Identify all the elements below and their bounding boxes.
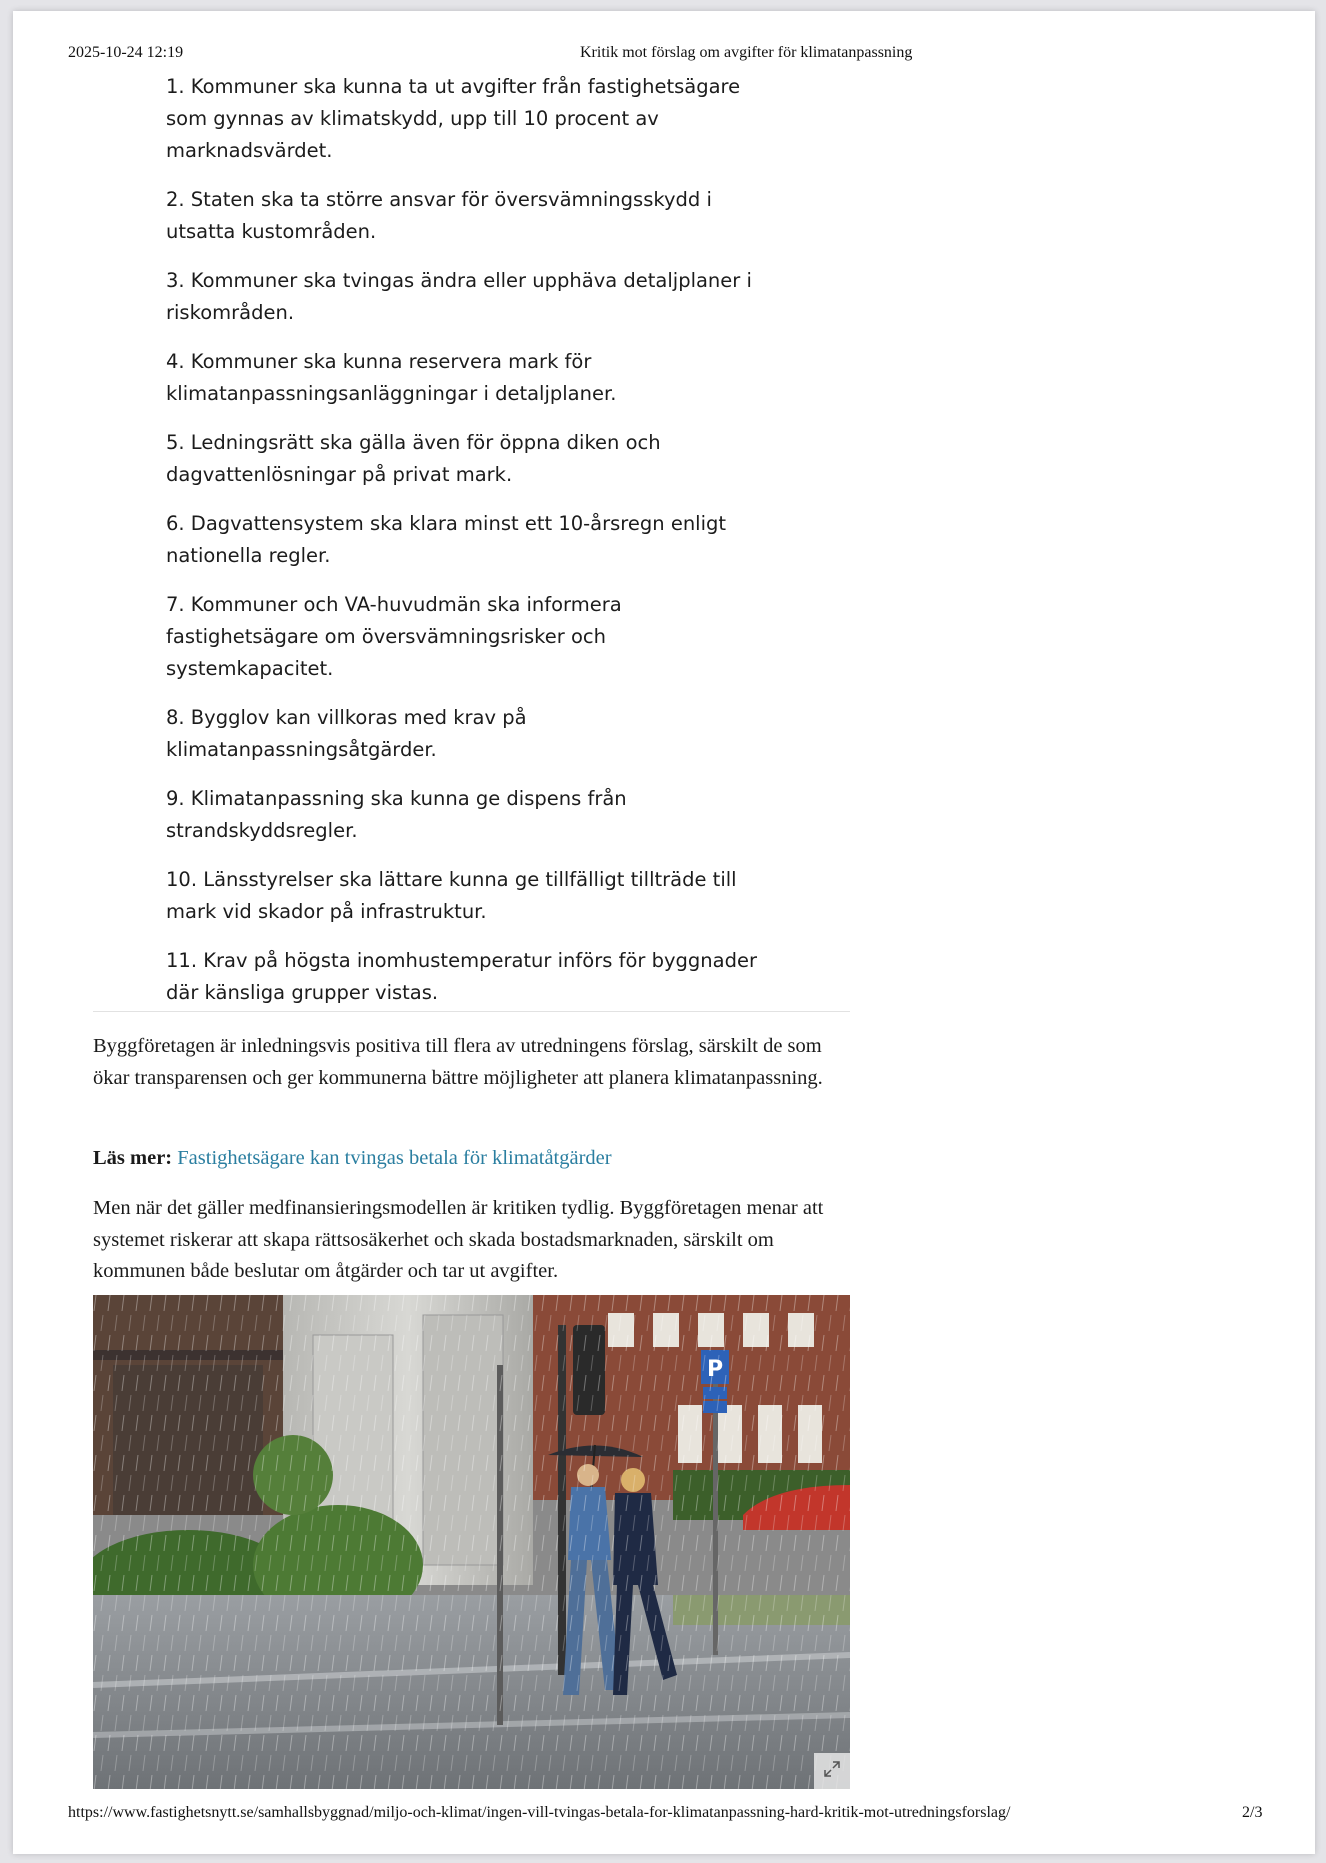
proposal-list xyxy=(166,71,766,1026)
page-number: 2/3 xyxy=(1242,1804,1263,1821)
list-item: 10. Länsstyrelser ska lättare kunna ge tillfälligt tillträde till mark vid skador på infrastruktur. xyxy=(166,868,737,923)
paragraph-text: Men när det gäller medfinansieringsmodellen är kritiken tydlig. Byggföretagen menar att systemet riskerar att skapa rättsosäkerhet och skada bostadsmarknaden, särskilt om kommunen både beslutar om åtgärder och tar ut avgifter. xyxy=(93,1197,824,1282)
expand-icon xyxy=(823,1760,841,1783)
read-more xyxy=(93,1143,853,1175)
list-item: 11. Krav på högsta inomhustemperatur införs för byggnader där känsliga grupper vistas. xyxy=(166,949,757,1004)
paragraph-text: Byggföretagen är inledningsvis positiva till flera av utredningens förslag, särskilt de som ökar transparensen och ger kommunerna bättre möjligheter att planera klimatanpassning. xyxy=(93,1035,823,1089)
list-item: 8. Bygglov kan villkoras med krav på klimatanpassningsåtgärder. xyxy=(166,706,527,761)
print-timestamp: 2025-10-24 12:19 xyxy=(68,44,184,61)
document-page xyxy=(13,11,1315,1854)
list-item: 9. Klimatanpassning ska kunna ge dispens från strandskyddsregler. xyxy=(166,787,627,842)
section-divider xyxy=(93,1011,850,1012)
read-more-label: Läs mer: xyxy=(93,1147,173,1169)
print-url: https://www.fastighetsnytt.se/samhallsbyggnad/miljo-och-klimat/ingen-vill-tvingas-betala-for-klimatanpassning-hard-kritik-mot-utredningsforslag/ xyxy=(68,1804,1011,1821)
list-item: 5. Ledningsrätt ska gälla även för öppna diken och dagvattenlösningar på privat mark. xyxy=(166,431,661,486)
rainy-street-photo xyxy=(93,1295,850,1789)
list-item: 3. Kommuner ska tvingas ändra eller upphäva detaljplaner i riskområden. xyxy=(166,269,752,324)
print-title: Kritik mot förslag om avgifter för klimatanpassning xyxy=(580,44,913,61)
list-item: 4. Kommuner ska kunna reservera mark för klimatanpassningsanläggningar i detaljplaner. xyxy=(166,350,617,405)
article-paragraph xyxy=(93,1031,853,1094)
read-more-link[interactable]: Fastighetsägare kan tvingas betala för klimatåtgärder xyxy=(177,1147,612,1169)
list-item: 6. Dagvattensystem ska klara minst ett 10-årsregn enligt nationella regler. xyxy=(166,512,727,567)
list-item: 1. Kommuner ska kunna ta ut avgifter från fastighetsägare som gynnas av klimatskydd, upp till 10 procent av marknadsvärdet. xyxy=(166,75,741,162)
expand-image-button[interactable] xyxy=(814,1753,850,1789)
list-item: 7. Kommuner och VA-huvudmän ska informera fastighetsägare om översvämningsrisker och systemkapacitet. xyxy=(166,593,622,680)
article-photo xyxy=(93,1295,850,1789)
list-item: 2. Staten ska ta större ansvar för översvämningsskydd i utsatta kustområden. xyxy=(166,188,712,243)
article-paragraph xyxy=(93,1193,853,1288)
